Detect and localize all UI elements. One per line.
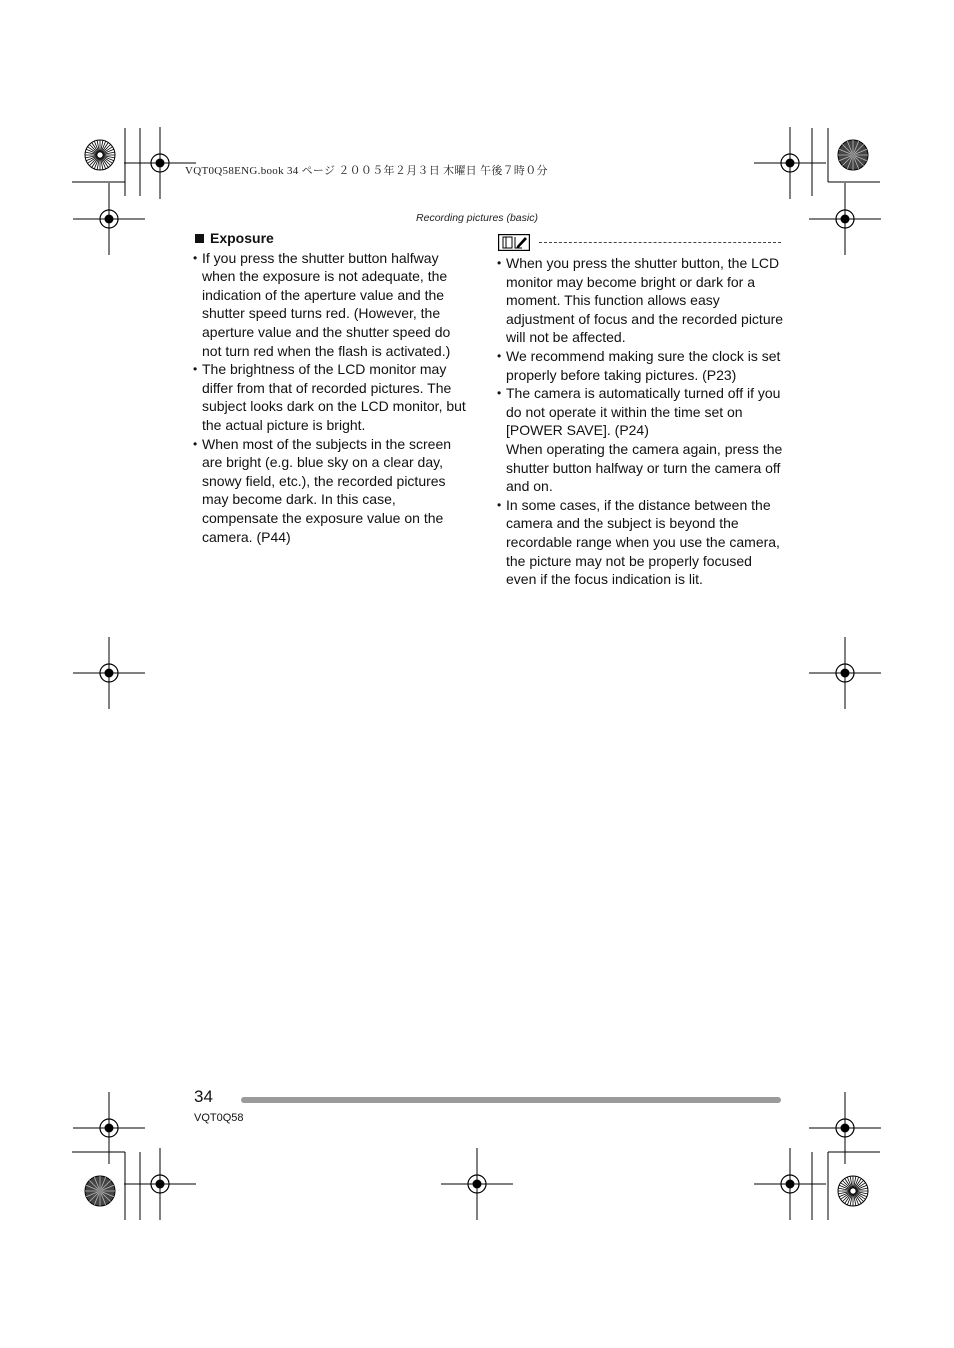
list-item: • The brightness of the LCD monitor may differ from that of recorded pictures. The subject looks dark on the LCD monitor, but the actual picture is bright. <box>193 360 473 434</box>
square-bullet-icon <box>195 234 204 243</box>
page-number: 34 <box>194 1087 213 1106</box>
list-item: • In some cases, if the distance between the camera and the subject is beyond the recordable range when you use the camera, the picture may not be properly focused even if the focus indication is lit. <box>497 496 785 589</box>
print-header: VQT0Q58ENG.book 34 ページ ２００５年２月３日 木曜日 午後７時０分 <box>185 165 548 177</box>
exposure-list <box>193 249 473 547</box>
notes-list <box>497 254 785 440</box>
model-code: VQT0Q58 <box>194 1112 244 1124</box>
right-column <box>497 254 785 589</box>
left-column <box>193 229 473 546</box>
heading-text: Exposure <box>210 230 274 246</box>
exposure-heading <box>193 229 473 248</box>
list-item: • We recommend making sure the clock is set properly before taking pictures. (P23) <box>497 347 785 384</box>
section-label: Recording pictures (basic) <box>416 212 538 224</box>
notes-list-2 <box>497 496 785 589</box>
footer-bar <box>241 1097 781 1103</box>
list-item: • The camera is automatically turned off if you do not operate it within the time set on [POWER SAVE]. (P24) <box>497 384 785 440</box>
continuation-text: When operating the camera again, press the shutter button halfway or turn the camera off and on. <box>506 440 783 495</box>
list-item: • When you press the shutter button, the LCD monitor may become bright or dark for a moment. This function allows easy adjustment of focus and the recorded picture will not be affected. <box>497 254 785 347</box>
list-item: • When most of the subjects in the screen are bright (e.g. blue sky on a clear day, snowy field, etc.), the recorded pictures may become dark. In this case, compensate the exposure value on the camera. (P44) <box>193 435 473 547</box>
note-divider <box>539 242 781 243</box>
note-icon <box>498 234 530 251</box>
list-item: • If you press the shutter button halfway when the exposure is not adequate, the indication of the aperture value and the shutter speed turns red. (However, the aperture value and the shutter speed do not turn red when the flash is activated.) <box>193 249 473 361</box>
